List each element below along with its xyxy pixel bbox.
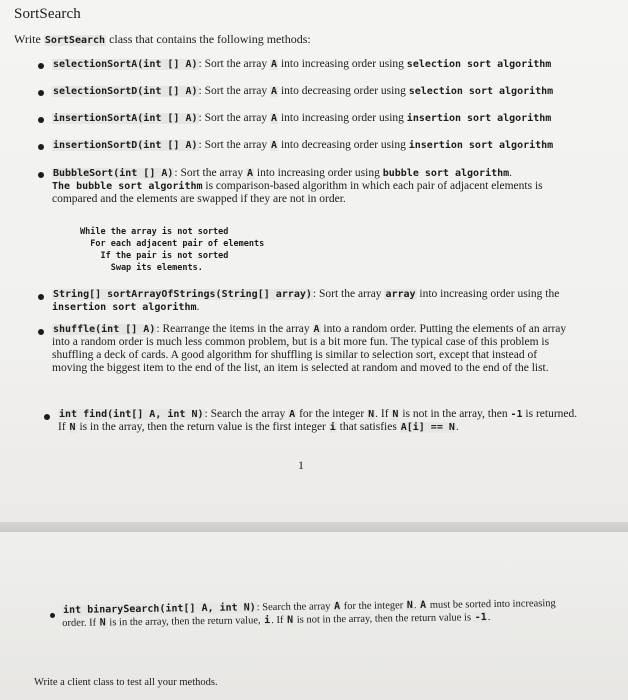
separator: : (156, 323, 163, 335)
separator: : (198, 112, 205, 124)
text: for the integer (341, 600, 406, 613)
algorithm-name: insertion sort algorithm (408, 140, 554, 151)
separator: : (312, 288, 319, 300)
text: . (509, 167, 513, 179)
bullet-icon (38, 172, 44, 178)
text: Sort the array (204, 139, 271, 151)
text: . (455, 421, 459, 433)
var: i (329, 422, 336, 433)
text: into increasing order using the (416, 288, 560, 300)
text: into increasing order using (254, 167, 383, 179)
text: . (413, 600, 420, 612)
bullet-icon (38, 294, 44, 300)
text: Sort the array (204, 85, 271, 97)
var: N (287, 614, 294, 626)
algorithm-name: The bubble sort algorithm (52, 181, 203, 192)
text: Sort the array (318, 288, 385, 300)
algorithm-name: selection sort algorithm (406, 59, 552, 70)
description: is comparison-based algorithm in which each pair of adjacent elements is compared and the elements are swapped if they are not in order. (52, 180, 543, 205)
method-item-shuffle (52, 323, 572, 375)
var: A (334, 601, 341, 613)
var: A (271, 140, 278, 151)
pseudocode-line: If the pair is not sorted (80, 251, 229, 261)
separator: : (198, 85, 205, 97)
var: A (271, 59, 278, 70)
closing-instruction: Write a client class to test all your methods. (34, 677, 218, 688)
text: . If (271, 614, 287, 627)
code: A[i] == N (400, 422, 455, 433)
text: Rearrange the items in the array (162, 323, 313, 335)
text: Search the array (210, 408, 289, 420)
pseudocode-line: While the array is not sorted (80, 227, 229, 237)
var: A (420, 599, 427, 611)
var: N (368, 409, 375, 420)
bullet-icon (38, 117, 44, 123)
text: into a random order. Putting the elements of an array into a random order is much less common problem, but is a bit more fun. The typical case of this problem is shuffling a deck of cards. A good algorithm for shuffling is similar to selection sort, except that instead of moving the biggest item to the end of the list, an item is selected at random and moved to the end of the list. (52, 323, 567, 374)
method-item-sort-strings (52, 288, 572, 314)
method-signature: BubbleSort(int [] A) (53, 168, 174, 179)
pseudocode-block (80, 226, 264, 274)
method-signature: insertionSortA(int [] A) (53, 113, 198, 124)
text: into decreasing order using (278, 139, 409, 151)
text: Sort the array (204, 112, 271, 124)
var: N (99, 617, 106, 629)
var: N (69, 422, 76, 433)
text: is in the array, then the return value, (106, 615, 264, 629)
algorithm-name: selection sort algorithm (408, 86, 554, 97)
text: into increasing order using (278, 58, 407, 70)
method-signature: int binarySearch(int[] A, int N) (63, 602, 256, 616)
method-item-bubble-sort (52, 167, 590, 206)
text: into decreasing order using (278, 85, 409, 97)
method-signature: int find(int[] A, int N) (59, 409, 204, 420)
text: Sort the array (204, 58, 271, 70)
text: . (487, 612, 491, 624)
text: for the integer (296, 408, 368, 420)
text: Sort the array (180, 167, 246, 179)
text: Search the array (262, 601, 334, 614)
var: N (406, 600, 413, 612)
method-signature: String[] sortArrayOfStrings(String[] array) (53, 289, 312, 300)
separator: : (174, 167, 181, 179)
separator: : (204, 408, 211, 420)
method-signature: selectionSortA(int [] A) (53, 59, 198, 70)
text: is not in the array, then (399, 408, 511, 420)
pseudocode-line: Swap its elements. (80, 263, 203, 273)
text: . (196, 301, 200, 313)
var: A (271, 86, 278, 97)
bullet-icon (50, 613, 55, 618)
algorithm-name: insertion sort algorithm (406, 113, 552, 124)
code: -1 (510, 409, 523, 420)
algorithm-name: insertion sort algorithm (52, 302, 197, 313)
code: -1 (474, 612, 487, 624)
bullet-icon (38, 90, 44, 96)
method-item-insertion-sort-d (52, 139, 612, 152)
text: must be sorted into increasing order. If (62, 598, 556, 629)
method-item-selection-sort-d (52, 85, 612, 98)
bullet-icon (38, 63, 44, 69)
var: A (313, 324, 320, 335)
method-item-selection-sort-a (52, 58, 612, 71)
pseudocode-line: For each adjacent pair of elements (80, 239, 265, 249)
separator: : (198, 139, 205, 151)
var: A (246, 168, 253, 179)
text: is returned. If (58, 408, 578, 433)
method-item-insertion-sort-a (52, 112, 612, 125)
text: into increasing order using (278, 112, 407, 124)
var: A (289, 409, 296, 420)
intro-suffix: class that contains the following methods: (106, 32, 311, 46)
method-signature: shuffle(int [] A) (53, 324, 156, 335)
text: that satisfies (336, 421, 400, 433)
text: is not in the array, then the return value is (294, 612, 474, 626)
page-number: 1 (298, 458, 304, 472)
method-signature: insertionSortD(int [] A) (53, 140, 198, 151)
intro-text (14, 32, 311, 47)
var: array (385, 289, 416, 300)
separator: : (198, 58, 205, 70)
text: is in the array, then the return value is the first integer (76, 421, 329, 433)
intro-prefix: Write (14, 32, 44, 46)
separator: : (256, 602, 263, 614)
method-item-find (58, 408, 578, 434)
var: A (271, 113, 278, 124)
class-name: SortSearch (44, 35, 106, 46)
text: . If (375, 408, 392, 420)
bullet-icon (38, 144, 44, 150)
var: i (264, 615, 271, 627)
method-signature: selectionSortD(int [] A) (53, 86, 198, 97)
var: N (392, 409, 399, 420)
algorithm-name: bubble sort algorithm (382, 168, 510, 179)
bullet-icon (44, 414, 50, 420)
document-title: SortSearch (14, 6, 81, 22)
bullet-icon (38, 329, 44, 335)
page-gap (0, 522, 628, 532)
